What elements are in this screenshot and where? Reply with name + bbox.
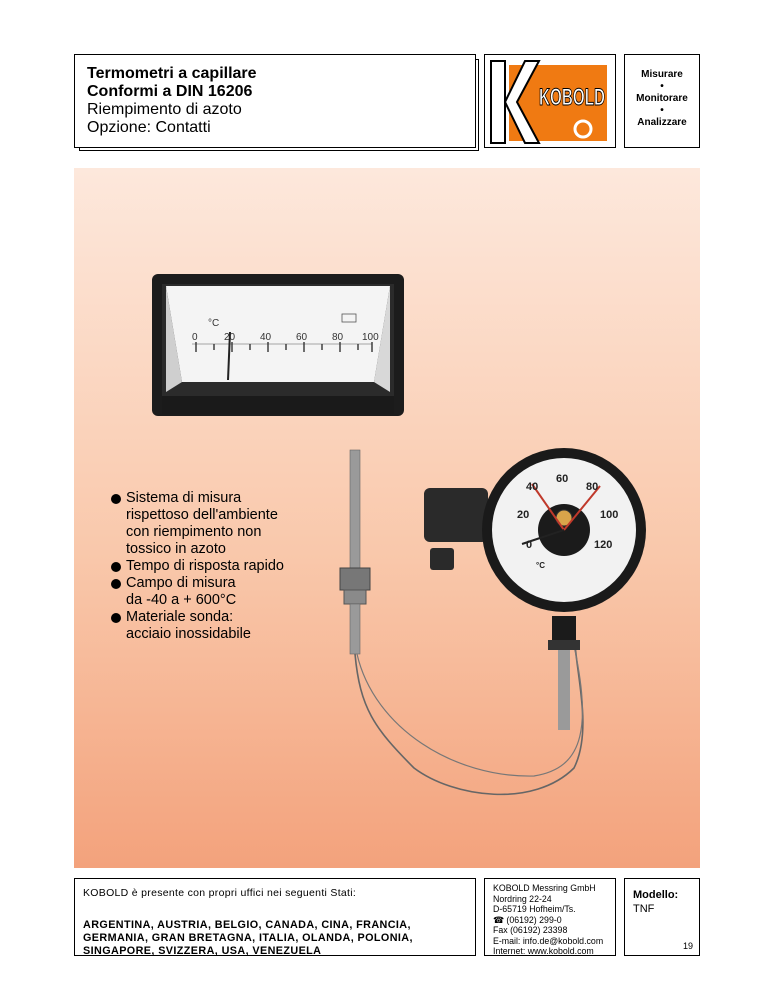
countries-line3: SINGAPORE, SVIZZERA, USA, VENEZUELA [83,945,322,957]
countries-line2: GERMANIA, GRAN BRETAGNA, ITALIA, OLANDA, POLONIA, [83,932,413,944]
feature-item [110,575,350,609]
footer-address-box [484,878,616,956]
feature-list [110,490,350,643]
kobold-logo [484,54,616,148]
motto-sep2: • [660,105,664,116]
address-phone: ☎ (06192) 299-0 [493,914,562,925]
product-panel [74,168,700,868]
rect-gauge-unit: °C [208,318,220,329]
feature-item [110,490,350,558]
rect-gauge-tick-60: 60 [296,332,308,343]
round-gauge-tick-100: 100 [600,509,619,521]
footer-countries [83,919,473,958]
rect-gauge-tick-80: 80 [332,332,344,343]
footer-countries-box [74,878,476,956]
footer-model-box [624,878,700,956]
round-gauge-tick-60: 60 [556,473,569,485]
feature-text: rispettoso dell'ambiente [126,507,278,523]
countries-line1: ARGENTINA, AUSTRIA, BELGIO, CANADA, CINA, FRANCIA, [83,919,411,931]
motto-analyze: Analizzare [637,117,687,128]
feature-text: Campo di misura [126,575,236,591]
logo-wordmark: KOBOLD [539,84,605,111]
round-gauge-tick-20: 20 [517,509,530,521]
feature-text: Tempo di risposta rapido [126,558,284,574]
title-line1: Termometri a capillare [87,65,257,82]
address-email: E-mail: info.de@kobold.com [493,935,604,946]
round-gauge-unit: °C [536,561,545,570]
capillary-tube [355,628,583,794]
motto-box [624,54,700,148]
round-gauge-tick-80: 80 [586,481,599,493]
feature-text: tossico in azoto [126,541,226,557]
feature-text: con riempimento non [126,524,262,540]
subtitle-line1: Riempimento di azoto [87,101,242,118]
motto-measure: Misurare [641,69,683,80]
subtitle-line2: Opzione: Contatti [87,119,211,136]
address-line: D-65719 Hofheim/Ts. [493,904,576,914]
page-number: 19 [682,941,693,951]
rect-gauge-tick-100: 100 [362,332,379,343]
logo-graphic [485,55,617,149]
address-web: Internet: www.kobold.com [493,946,594,956]
feature-item [110,558,350,575]
address-fax: Fax (06192) 23398 [493,925,568,935]
model-label: Modello: [633,889,679,901]
footer-present-text: KOBOLD è presente con propri uffici nei seguenti Stati: [83,887,357,899]
title-line2: Conformi a DIN 16206 [87,83,253,100]
feature-item [110,609,350,643]
feature-text: Materiale sonda: [126,609,234,625]
rect-gauge-tick-40: 40 [260,332,272,343]
address-line: Nordring 22-24 [493,893,552,904]
motto-sep1: • [660,81,664,92]
feature-text: Sistema di misura [126,490,242,506]
feature-text: da -40 a + 600°C [126,592,237,608]
motto-monitor: Monitorare [636,93,688,104]
address-line: KOBOLD Messring GmbH [493,883,596,893]
rect-gauge-tick-0: 0 [192,332,198,343]
round-gauge-tick-120: 120 [594,539,613,551]
round-gauge-tick-0: 0 [526,539,533,551]
rect-gauge-tick-20: 20 [224,332,236,343]
round-gauge-tick-40: 40 [526,481,539,493]
model-value: TNF [633,903,655,915]
header-title-box [74,54,476,148]
rect-gauge [152,274,404,416]
feature-text: acciaio inossidabile [126,626,251,642]
